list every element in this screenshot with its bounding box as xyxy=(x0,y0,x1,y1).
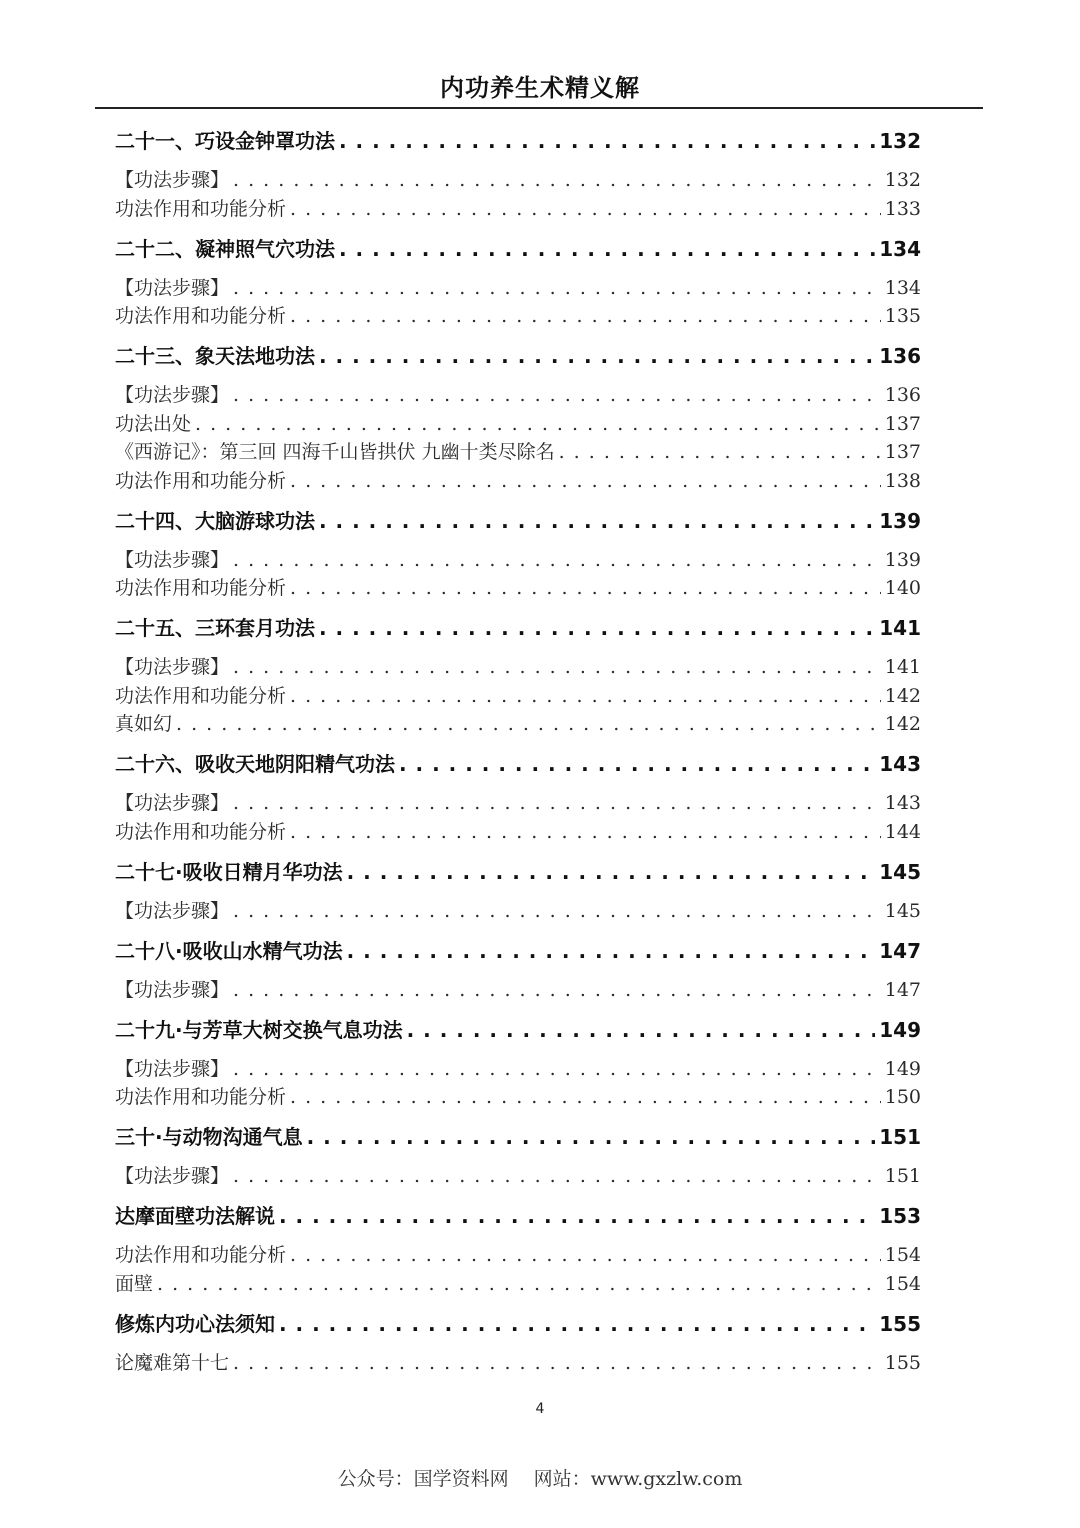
toc-entry-page: 135 xyxy=(884,305,921,327)
toc-section-entry[interactable] xyxy=(115,652,921,682)
toc-section-entry[interactable] xyxy=(115,788,921,818)
toc-chapter-entry[interactable] xyxy=(115,341,921,371)
toc-section-entry[interactable] xyxy=(115,301,921,331)
toc-entry-label: 面壁 xyxy=(115,1272,154,1295)
toc-dot-leader xyxy=(290,1240,881,1270)
toc-entry-label: 功法作用和功能分析 xyxy=(115,197,287,220)
toc-chapter-entry[interactable] xyxy=(115,1122,921,1152)
toc-entry-page: 140 xyxy=(884,577,921,599)
toc-dot-leader xyxy=(290,1082,881,1112)
toc-entry-page: 137 xyxy=(884,412,921,435)
toc-entry-page: 149 xyxy=(879,1017,921,1042)
toc-chapter-entry[interactable] xyxy=(115,126,921,156)
toc-section-entry[interactable] xyxy=(115,817,921,847)
toc-dot-leader xyxy=(176,709,881,739)
toc-entry-page: 133 xyxy=(884,197,921,220)
toc-section-entry[interactable] xyxy=(115,380,921,410)
toc-section-entry[interactable] xyxy=(115,165,921,195)
toc-entry-label: 【功法步骤】 xyxy=(115,1165,230,1187)
toc-section-entry[interactable] xyxy=(115,681,921,711)
toc-dot-leader xyxy=(319,613,875,643)
toc-entry-page: 132 xyxy=(879,129,921,153)
toc-entry-label: 【功法步骤】 xyxy=(115,899,230,922)
toc-entry-page: 150 xyxy=(884,1086,921,1108)
toc-dot-leader xyxy=(279,1309,875,1339)
toc-chapter-entry[interactable] xyxy=(115,1201,921,1231)
toc-dot-leader xyxy=(233,652,881,682)
toc-entry-label: 功法作用和功能分析 xyxy=(115,1086,287,1108)
toc-entry-page: 147 xyxy=(884,978,921,1001)
toc-entry-label: 真如幻 xyxy=(115,713,173,735)
toc-entry-label: 二十九·与芳草大树交换气息功法 xyxy=(115,1017,403,1042)
toc-entry-label: 【功法步骤】 xyxy=(115,1057,230,1080)
toc-dot-leader xyxy=(307,1122,876,1152)
toc-entry-label: 【功法步骤】 xyxy=(115,169,230,191)
toc-section-entry[interactable] xyxy=(115,1082,921,1112)
toc-chapter-entry[interactable] xyxy=(115,613,921,643)
toc-entry-label: 【功法步骤】 xyxy=(115,276,230,299)
toc-entry-label: 三十·与动物沟通气息 xyxy=(115,1125,303,1149)
toc-entry-page: 155 xyxy=(884,1351,921,1374)
toc-entry-page: 138 xyxy=(884,469,921,492)
toc-entry-label: 功法作用和功能分析 xyxy=(115,684,287,707)
toc-entry-label: 【功法步骤】 xyxy=(115,384,230,406)
toc-dot-leader xyxy=(319,506,875,536)
toc-section-entry[interactable] xyxy=(115,1269,921,1299)
toc-entry-label: 二十三、象天法地功法 xyxy=(115,344,315,368)
toc-entry-page: 142 xyxy=(884,713,921,735)
toc-entry-label: 功法作用和功能分析 xyxy=(115,820,287,843)
toc-section-entry[interactable] xyxy=(115,573,921,603)
toc-dot-leader xyxy=(290,817,881,847)
toc-section-entry[interactable] xyxy=(115,437,921,467)
toc-dot-leader xyxy=(157,1269,881,1299)
toc-dot-leader xyxy=(290,573,881,603)
toc-section-entry[interactable] xyxy=(115,545,921,575)
toc-entry-label: 修炼内功心法须知 xyxy=(115,1311,275,1336)
toc-entry-label: 二十五、三环套月功法 xyxy=(115,616,315,640)
toc-entry-page: 134 xyxy=(884,276,921,299)
toc-chapter-entry[interactable] xyxy=(115,1309,921,1339)
toc-section-entry[interactable] xyxy=(115,896,921,926)
toc-dot-leader xyxy=(319,341,875,371)
toc-dot-leader xyxy=(290,194,881,224)
toc-entry-label: 达摩面壁功法解说 xyxy=(115,1204,275,1228)
toc-chapter-entry[interactable] xyxy=(115,506,921,536)
toc-chapter-entry[interactable] xyxy=(115,1015,921,1045)
toc-dot-leader xyxy=(195,409,881,439)
toc-entry-page: 145 xyxy=(879,859,921,884)
toc-entry-label: 功法出处 xyxy=(115,412,192,435)
toc-entry-label: 【功法步骤】 xyxy=(115,656,230,678)
toc-entry-label: 【功法步骤】 xyxy=(115,548,230,571)
toc-section-entry[interactable] xyxy=(115,1240,921,1270)
toc-dot-leader xyxy=(290,681,881,711)
toc-dot-leader xyxy=(347,936,876,966)
toc-entry-page: 143 xyxy=(879,752,921,776)
toc-dot-leader xyxy=(399,749,875,779)
toc-entry-label: 二十一、巧设金钟罩功法 xyxy=(115,129,335,153)
toc-entry-label: 《西游记》：第三回 四海千山皆拱伏 九幽十类尽除名 xyxy=(115,441,555,463)
toc-entry-label: 二十六、吸收天地阴阳精气功法 xyxy=(115,752,395,776)
toc-entry-page: 154 xyxy=(884,1272,921,1295)
toc-entry-page: 155 xyxy=(879,1311,921,1336)
footer-source: 公众号：国学资料网 网站：www.gxzlw.com xyxy=(337,1468,743,1490)
toc-dot-leader xyxy=(233,380,881,410)
toc-dot-leader xyxy=(407,1015,876,1045)
toc-entry-page: 143 xyxy=(884,792,921,814)
toc-dot-leader xyxy=(339,234,875,264)
toc-entry-page: 145 xyxy=(884,899,921,922)
toc-entry-label: 二十八·吸收山水精气功法 xyxy=(115,938,343,963)
toc-dot-leader xyxy=(233,1161,881,1191)
toc-entry-page: 141 xyxy=(884,656,921,678)
toc-chapter-entry[interactable] xyxy=(115,749,921,779)
toc-dot-leader xyxy=(233,1054,881,1084)
toc-entry-page: 151 xyxy=(879,1125,921,1149)
toc-dot-leader xyxy=(279,1201,875,1231)
toc-section-entry[interactable] xyxy=(115,709,921,739)
toc-entry-page: 144 xyxy=(884,820,921,843)
toc-entry-page: 132 xyxy=(884,169,921,191)
toc-section-entry[interactable] xyxy=(115,1348,921,1378)
toc-entry-label: 功法作用和功能分析 xyxy=(115,469,287,492)
toc-entry-label: 论魔难第十七 xyxy=(115,1351,230,1374)
toc-entry-label: 二十二、凝神照气穴功法 xyxy=(115,236,335,261)
toc-entry-page: 142 xyxy=(884,684,921,707)
toc-dot-leader xyxy=(347,857,876,887)
toc-chapter-entry[interactable] xyxy=(115,234,921,264)
toc-entry-page: 154 xyxy=(884,1244,921,1266)
toc-chapter-entry[interactable] xyxy=(115,857,921,887)
toc-entry-label: 二十四、大脑游球功法 xyxy=(115,508,315,533)
toc-dot-leader xyxy=(233,1348,881,1378)
toc-dot-leader xyxy=(559,437,881,467)
toc-section-entry[interactable] xyxy=(115,466,921,496)
toc-entry-label: 二十七·吸收日精月华功法 xyxy=(115,859,343,884)
toc-entry-page: 151 xyxy=(884,1165,921,1187)
toc-dot-leader xyxy=(233,788,881,818)
toc-dot-leader xyxy=(233,975,881,1005)
toc-dot-leader xyxy=(290,301,881,331)
toc-entry-page: 136 xyxy=(879,344,921,368)
header-divider xyxy=(95,107,983,109)
toc-entry-page: 136 xyxy=(884,384,921,406)
toc-entry-page: 149 xyxy=(884,1057,921,1080)
toc-entry-page: 134 xyxy=(879,236,921,261)
toc-entry-page: 139 xyxy=(884,548,921,571)
toc-entry-label: 【功法步骤】 xyxy=(115,792,230,814)
toc-dot-leader xyxy=(233,545,881,575)
toc-entry-label: 功法作用和功能分析 xyxy=(115,577,287,599)
toc-dot-leader xyxy=(290,466,881,496)
toc-section-entry[interactable] xyxy=(115,1054,921,1084)
toc-section-entry[interactable] xyxy=(115,1161,921,1191)
toc-entry-page: 139 xyxy=(879,508,921,533)
toc-dot-leader xyxy=(339,126,875,156)
document-title: 内功养生术精义解 xyxy=(440,74,640,102)
toc-entry-label: 【功法步骤】 xyxy=(115,978,230,1001)
toc-entry-label: 功法作用和功能分析 xyxy=(115,1244,287,1266)
toc-dot-leader xyxy=(233,896,881,926)
toc-entry-page: 153 xyxy=(879,1204,921,1228)
toc-section-entry[interactable] xyxy=(115,409,921,439)
toc-section-entry[interactable] xyxy=(115,975,921,1005)
toc-entry-label: 功法作用和功能分析 xyxy=(115,305,287,327)
page-number: 4 xyxy=(535,1401,545,1417)
toc-dot-leader xyxy=(233,165,881,195)
toc-chapter-entry[interactable] xyxy=(115,936,921,966)
toc-entry-page: 147 xyxy=(879,938,921,963)
toc-section-entry[interactable] xyxy=(115,273,921,303)
toc-entry-page: 141 xyxy=(879,616,921,640)
toc-dot-leader xyxy=(233,273,881,303)
toc-entry-page: 137 xyxy=(884,441,921,463)
toc-section-entry[interactable] xyxy=(115,194,921,224)
